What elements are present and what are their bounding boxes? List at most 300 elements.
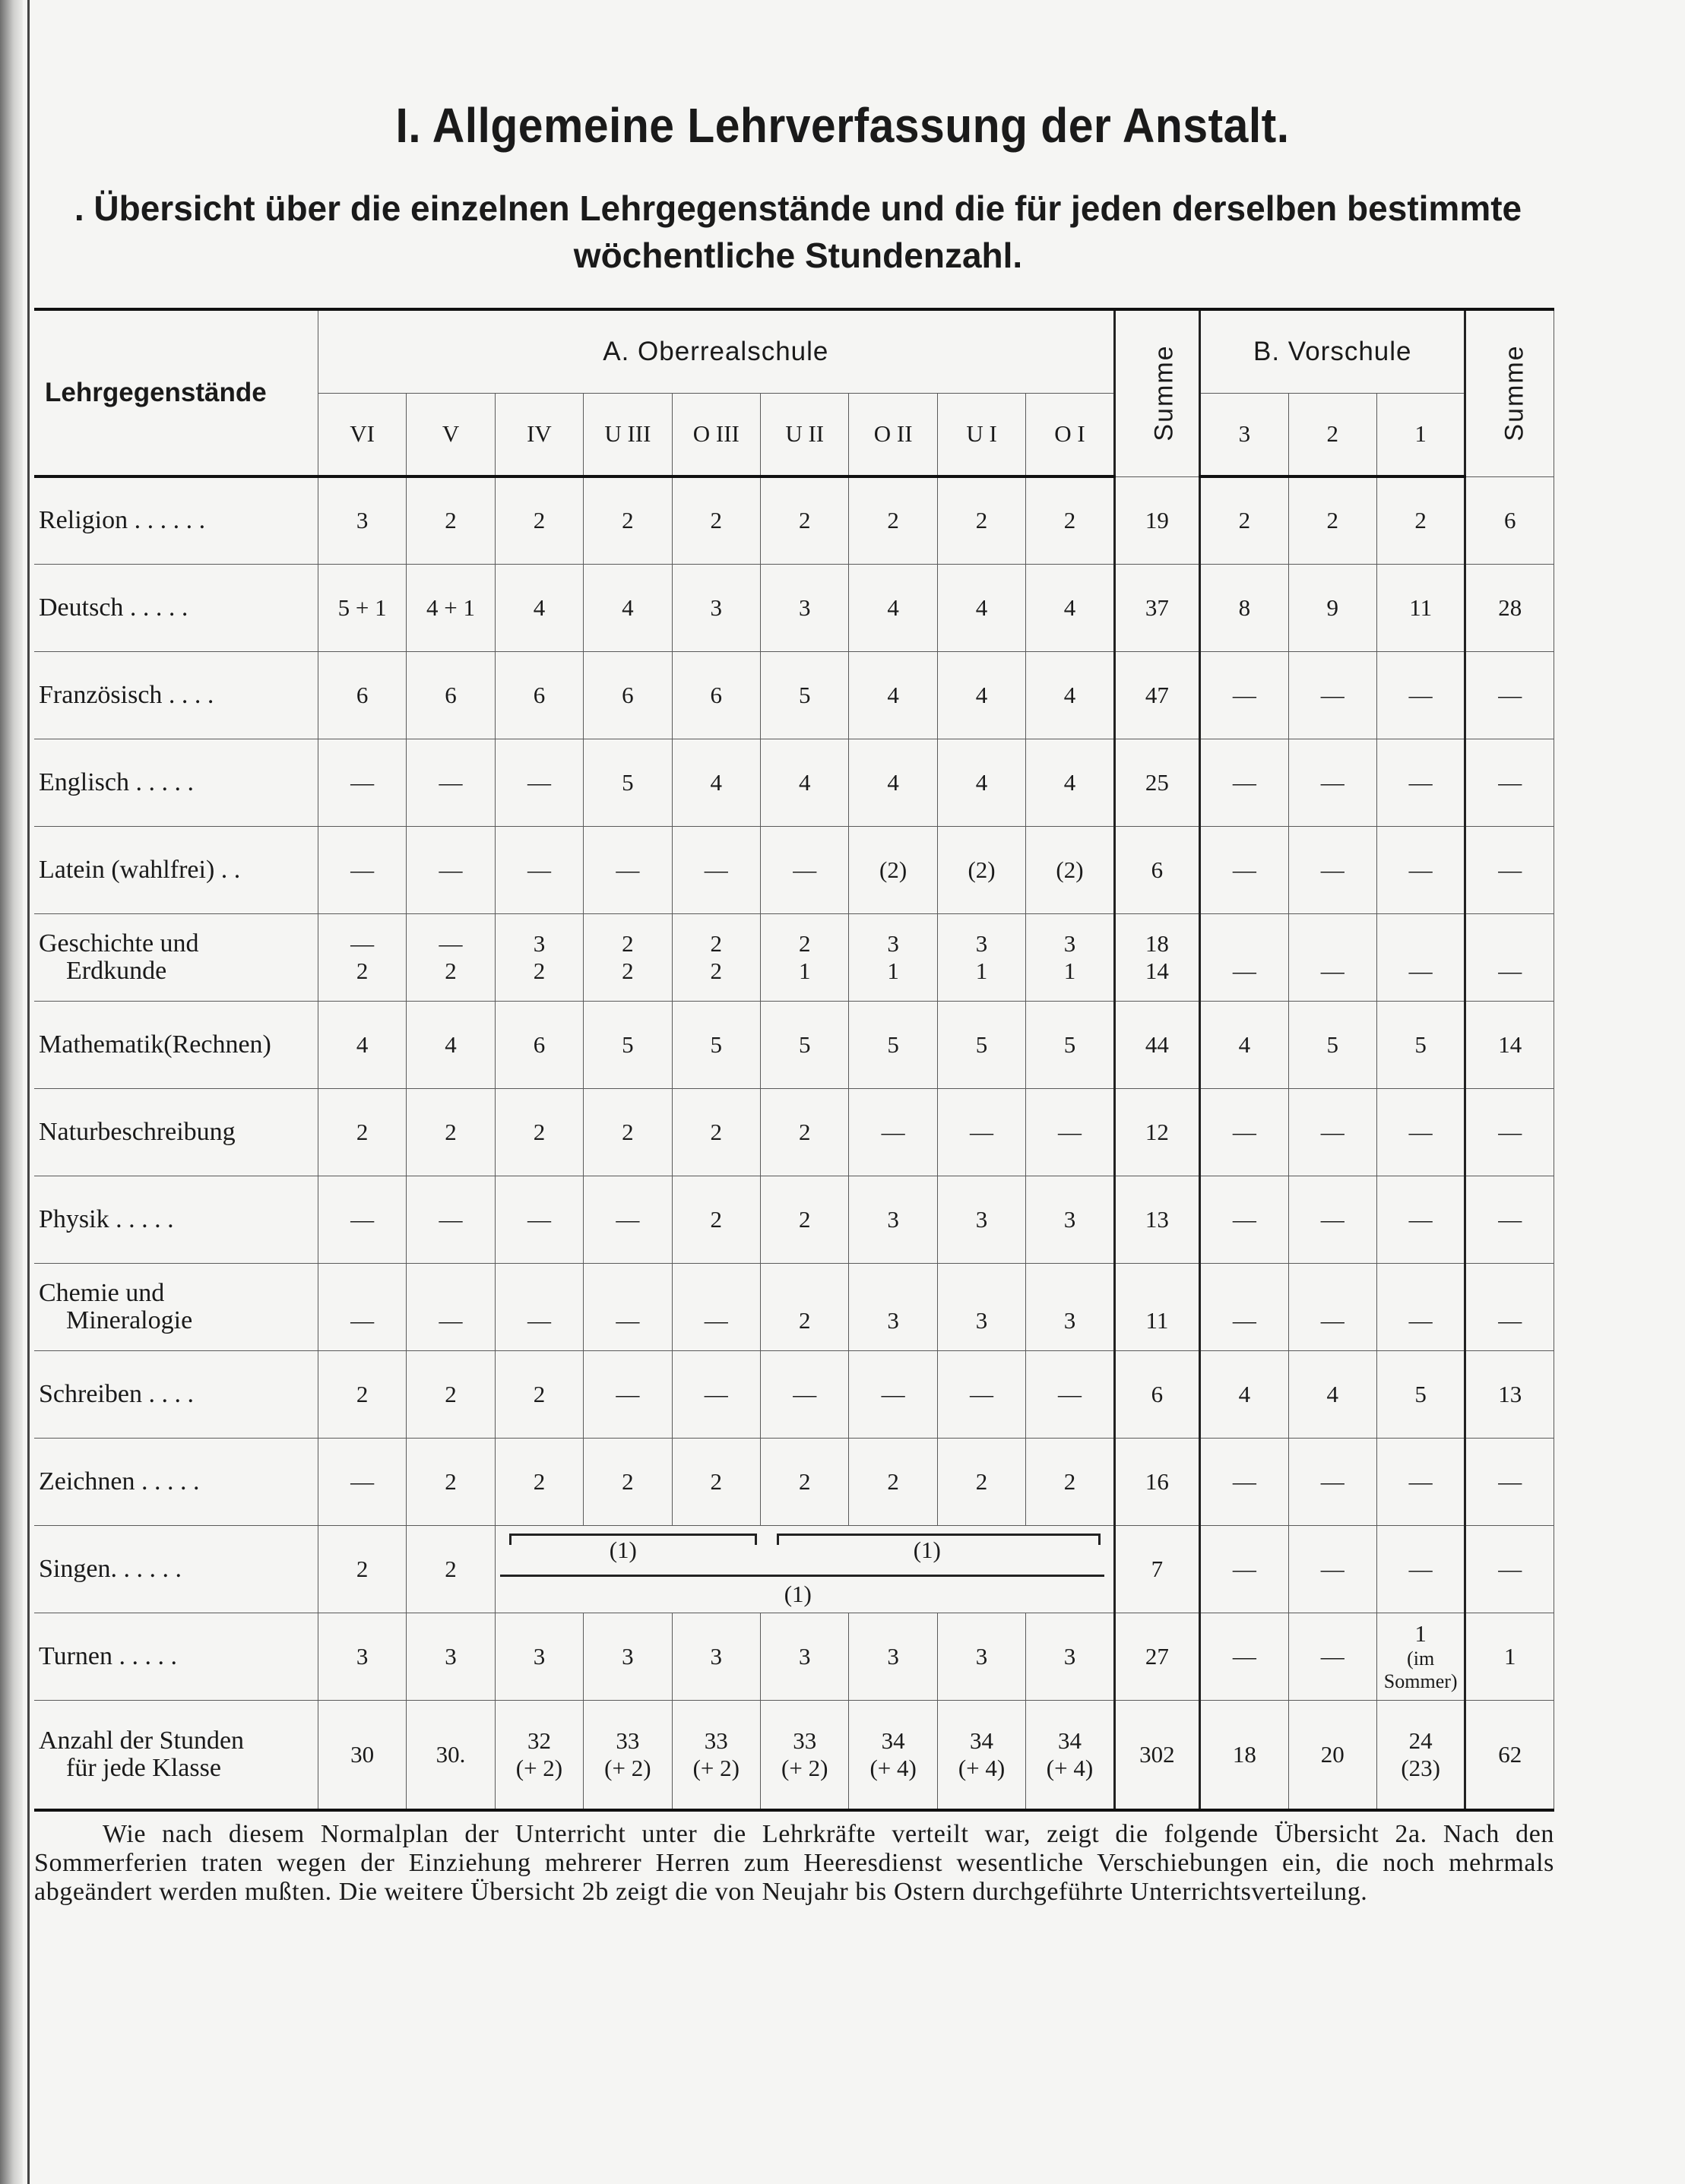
subject-label: Chemie und xyxy=(39,1278,165,1307)
value-cell: 2 xyxy=(584,1438,672,1525)
class-header-0: VI xyxy=(318,393,406,476)
value-line2: 1 xyxy=(975,957,988,984)
vorschule-value-cell: — xyxy=(1376,739,1465,826)
value-cell: 5 xyxy=(937,1001,1025,1088)
vorschule-total-cell: 18 xyxy=(1200,1700,1288,1810)
vorschule-value-cell: — xyxy=(1288,826,1376,913)
value-cell: 3 xyxy=(761,1613,849,1700)
table-row-singen xyxy=(34,1525,1554,1613)
value-cell: 2 xyxy=(318,1525,406,1613)
subject-cell: Schreiben . . . . xyxy=(34,1350,318,1438)
total-cell xyxy=(672,1700,760,1810)
value-cell: 2 xyxy=(761,1438,849,1525)
page-title: I. Allgemeine Lehrverfassung der Anstalt. xyxy=(395,98,1290,153)
total-cell: 30. xyxy=(407,1700,495,1810)
sum-b-cell: — xyxy=(1465,1438,1554,1525)
value-cell: 4 + 1 xyxy=(407,564,495,651)
brace-left-label: (1) xyxy=(609,1536,637,1563)
total-extra: (23) xyxy=(1401,1754,1440,1781)
value-cell: 4 xyxy=(407,1001,495,1088)
sum-a-header: Summe xyxy=(1114,309,1199,476)
value-cell: 4 xyxy=(849,739,937,826)
sum-b-cell: — xyxy=(1465,739,1554,826)
value-cell: 4 xyxy=(937,651,1025,739)
value-cell: — xyxy=(584,1350,672,1438)
value-cell xyxy=(1026,913,1114,1001)
value-cell: 2 xyxy=(584,476,672,564)
value-cell: 6 xyxy=(495,651,583,739)
sum-a-cell: 302 xyxy=(1114,1700,1199,1810)
value-cell: 3 xyxy=(849,1176,937,1263)
subject-cell xyxy=(34,1700,318,1810)
sum-a-cell: 27 xyxy=(1114,1613,1199,1700)
value-cell: (2) xyxy=(937,826,1025,913)
total-cell xyxy=(584,1700,672,1810)
vorschule-value-cell: — xyxy=(1376,1263,1465,1350)
vorschule-value-cell: 2 xyxy=(1288,476,1376,564)
value-line2: 2 xyxy=(533,957,546,984)
vorschule-value-cell: — xyxy=(1376,651,1465,739)
value-cell: — xyxy=(495,1176,583,1263)
value-cell: 2 xyxy=(937,476,1025,564)
value-cell: 3 xyxy=(849,1263,937,1350)
value-cell: 2 xyxy=(318,1088,406,1176)
value-cell: — xyxy=(584,1263,672,1350)
table-row xyxy=(34,564,1554,651)
value-cell: 4 xyxy=(1026,564,1114,651)
vorschule-value-cell: — xyxy=(1200,651,1288,739)
vorschule-value-cell: 2 xyxy=(1376,476,1465,564)
sum-b-cell: 28 xyxy=(1465,564,1554,651)
value-cell: 5 xyxy=(584,739,672,826)
table-row xyxy=(34,1438,1554,1525)
class-header-8: O I xyxy=(1026,393,1114,476)
value-note: (im Sommer) xyxy=(1383,1647,1458,1692)
table-row-totals xyxy=(34,1700,1554,1810)
value-cell: 2 xyxy=(495,1350,583,1438)
vorschule-value-cell: — xyxy=(1288,1263,1376,1350)
vorschule-value-cell: 8 xyxy=(1200,564,1288,651)
sum-b-cell: 62 xyxy=(1465,1700,1554,1810)
value-cell: 4 xyxy=(1026,739,1114,826)
value-cell: — xyxy=(318,739,406,826)
value-cell: — xyxy=(318,1263,406,1350)
vorschule-value-cell: 5 xyxy=(1288,1001,1376,1088)
subject-column-header: Lehrgegenstände xyxy=(34,309,318,476)
vorschule-value-cell: — xyxy=(1288,739,1376,826)
vorschule-value-cell: — xyxy=(1200,1088,1288,1176)
value-line1: 3 xyxy=(533,929,546,957)
vorschule-value-cell: — xyxy=(1376,1438,1465,1525)
value-line2: 1 xyxy=(887,957,899,984)
value-cell: 4 xyxy=(584,564,672,651)
value-cell: 3 xyxy=(1026,1263,1114,1350)
sum-a-cell: 11 xyxy=(1114,1263,1199,1350)
value-cell: — xyxy=(937,1088,1025,1176)
vorschule-value-cell: — xyxy=(1288,1176,1376,1263)
sum-b-cell: — xyxy=(1465,1176,1554,1263)
value-cell: 3 xyxy=(672,564,760,651)
value-cell: 5 xyxy=(849,1001,937,1088)
value-cell: 3 xyxy=(761,564,849,651)
vorschule-value-cell: — xyxy=(1200,826,1288,913)
value-cell: — xyxy=(495,739,583,826)
subject-cell: Turnen . . . . . xyxy=(34,1613,318,1700)
page-edge-shadow xyxy=(0,0,23,2184)
value-cell: 2 xyxy=(495,476,583,564)
table-row xyxy=(34,1088,1554,1176)
value-cell: 4 xyxy=(937,564,1025,651)
subject-cell: Mathematik(Rechnen) xyxy=(34,1001,318,1088)
value-cell: 3 xyxy=(495,1613,583,1700)
value-line2: 1 xyxy=(798,957,811,984)
vorschule-value-cell: — xyxy=(1288,913,1376,1001)
value-line1: 2 xyxy=(710,929,723,957)
total-main: 33 xyxy=(616,1727,640,1754)
vorschule-value-cell: 4 xyxy=(1288,1350,1376,1438)
total-main: 33 xyxy=(704,1727,728,1754)
value-cell: — xyxy=(495,826,583,913)
value-cell: — xyxy=(937,1350,1025,1438)
table-row xyxy=(34,1001,1554,1088)
brace-right-label: (1) xyxy=(913,1536,941,1563)
section-b-header: B. Vorschule xyxy=(1200,309,1465,393)
vorschule-value-cell: — xyxy=(1376,1525,1465,1613)
value-cell: — xyxy=(761,1350,849,1438)
page-edge-line xyxy=(27,0,30,2184)
vorschule-value-cell: 5 xyxy=(1376,1001,1465,1088)
sum-a-cell: 19 xyxy=(1114,476,1199,564)
value-cell: — xyxy=(849,1350,937,1438)
value-cell: 3 xyxy=(1026,1176,1114,1263)
value-cell: 2 xyxy=(407,1525,495,1613)
value-cell: 2 xyxy=(937,1438,1025,1525)
total-cell xyxy=(495,1700,583,1810)
value-cell: — xyxy=(672,1263,760,1350)
value-cell: 2 xyxy=(672,1438,760,1525)
table-row-turnen xyxy=(34,1613,1554,1700)
footer-paragraph: Wie nach diesem Normalplan der Unterricht unter die Lehrkräfte verteilt war, zeigt die folgende Übersicht 2a. Nach den Sommerferien traten wegen der Einziehung mehrerer Herren zum Heeresdienst wesentliche Verschiebungen ein, die noch mehrmals abgeändert werden mußten. Die weitere Übersicht 2b zeigt die von Neujahr bis Ostern durchgeführte Unterrichtsverteilung. xyxy=(34,1820,1554,1906)
sum-a-cell: 7 xyxy=(1114,1525,1199,1613)
value-cell: 4 xyxy=(849,564,937,651)
value-cell: 2 xyxy=(318,1350,406,1438)
value-line1: 2 xyxy=(622,929,634,957)
total-cell: 30 xyxy=(318,1700,406,1810)
value-cell: 3 xyxy=(584,1613,672,1700)
sum-a-cell: 6 xyxy=(1114,826,1199,913)
vorschule-value-cell: — xyxy=(1200,913,1288,1001)
value-cell: — xyxy=(761,826,849,913)
curriculum-table xyxy=(34,308,1554,1812)
vorschule-value-cell: — xyxy=(1288,1525,1376,1613)
table-row xyxy=(34,913,1554,1001)
sum-a-cell: 37 xyxy=(1114,564,1199,651)
value-cell: 5 + 1 xyxy=(318,564,406,651)
value-cell: 5 xyxy=(761,651,849,739)
vorschule-value-cell: — xyxy=(1376,1088,1465,1176)
subject-cell: Latein (wahlfrei) . . xyxy=(34,826,318,913)
value-cell: — xyxy=(318,1176,406,1263)
sum-b-cell: — xyxy=(1465,1263,1554,1350)
value-line2: 2 xyxy=(622,957,634,984)
table-row xyxy=(34,476,1554,564)
value-cell: 5 xyxy=(1026,1001,1114,1088)
sum-b-cell: 14 xyxy=(1465,1001,1554,1088)
value-cell: — xyxy=(407,1263,495,1350)
value-line1: — xyxy=(439,929,463,957)
vorschule-class-header-1: 2 xyxy=(1288,393,1376,476)
value-cell: 3 xyxy=(407,1613,495,1700)
subject-label-line2: für jede Klasse xyxy=(66,1753,221,1782)
class-header-4: O III xyxy=(672,393,760,476)
value-line1: 3 xyxy=(1063,929,1076,957)
class-header-5: U II xyxy=(761,393,849,476)
vorschule-class-header-0: 3 xyxy=(1200,393,1288,476)
value-cell: 2 xyxy=(407,1350,495,1438)
total-main: 34 xyxy=(881,1727,905,1754)
vorschule-value-cell: — xyxy=(1288,1088,1376,1176)
subject-label: Geschichte und xyxy=(39,929,199,957)
value-cell: 2 xyxy=(849,476,937,564)
vorschule-value-cell: 4 xyxy=(1200,1350,1288,1438)
sum-b-cell: — xyxy=(1465,651,1554,739)
value-cell: — xyxy=(584,826,672,913)
value-cell: 4 xyxy=(937,739,1025,826)
value-cell: 2 xyxy=(761,476,849,564)
subject-cell: Zeichnen . . . . . xyxy=(34,1438,318,1525)
table-row xyxy=(34,1350,1554,1438)
value-cell: — xyxy=(407,826,495,913)
value-cell: — xyxy=(1026,1088,1114,1176)
sum-b-cell: 13 xyxy=(1465,1350,1554,1438)
value-cell: — xyxy=(584,1176,672,1263)
subject-label-line2: Mineralogie xyxy=(66,1306,193,1334)
value-cell: — xyxy=(672,1350,760,1438)
value-line1: 2 xyxy=(798,929,811,957)
total-extra: (+ 2) xyxy=(515,1754,563,1781)
value-cell: 5 xyxy=(761,1001,849,1088)
total-cell xyxy=(849,1700,937,1810)
sum-line1: 18 xyxy=(1145,929,1169,957)
value-cell: — xyxy=(318,826,406,913)
sum-b-cell: 6 xyxy=(1465,476,1554,564)
vorschule-value-cell: — xyxy=(1200,1176,1288,1263)
class-header-2: IV xyxy=(495,393,583,476)
value-cell: 2 xyxy=(407,476,495,564)
value-cell: 2 xyxy=(672,476,760,564)
value-cell: 2 xyxy=(495,1088,583,1176)
value-line2: 2 xyxy=(445,957,457,984)
subject-label: Anzahl der Stunden xyxy=(39,1726,245,1755)
value-cell: 2 xyxy=(407,1088,495,1176)
value-line1: 3 xyxy=(975,929,988,957)
total-cell xyxy=(937,1700,1025,1810)
sum-b-cell: — xyxy=(1465,913,1554,1001)
subject-cell: Religion . . . . . . xyxy=(34,476,318,564)
total-cell xyxy=(761,1700,849,1810)
subject-cell xyxy=(34,913,318,1001)
sum-a-cell: 47 xyxy=(1114,651,1199,739)
sum-a-cell: 25 xyxy=(1114,739,1199,826)
value-line1: — xyxy=(350,929,375,957)
value-cell: 4 xyxy=(761,739,849,826)
vorschule-value-cell: — xyxy=(1200,1613,1288,1700)
vorschule-value-cell: — xyxy=(1288,651,1376,739)
value-line2: 2 xyxy=(356,957,369,984)
value-cell: 3 xyxy=(672,1613,760,1700)
class-header-1: V xyxy=(407,393,495,476)
value-cell: — xyxy=(407,739,495,826)
sum-a-cell xyxy=(1114,913,1199,1001)
subject-cell: Englisch . . . . . xyxy=(34,739,318,826)
sum-a-cell: 13 xyxy=(1114,1176,1199,1263)
value-cell: 3 xyxy=(937,1263,1025,1350)
total-extra: (+ 4) xyxy=(1046,1754,1094,1781)
value-cell: — xyxy=(849,1088,937,1176)
value-cell: 5 xyxy=(584,1001,672,1088)
value-cell xyxy=(584,913,672,1001)
vorschule-value-cell-1 xyxy=(1376,1613,1465,1700)
value-cell xyxy=(495,913,583,1001)
total-main: 34 xyxy=(970,1727,994,1754)
table-row xyxy=(34,1263,1554,1350)
total-extra: (+ 2) xyxy=(604,1754,651,1781)
singen-brace-cell xyxy=(495,1525,1114,1613)
value-cell: 6 xyxy=(584,651,672,739)
value-cell: 5 xyxy=(672,1001,760,1088)
value-cell: — xyxy=(495,1263,583,1350)
sum-a-cell: 16 xyxy=(1114,1438,1199,1525)
value-cell: 2 xyxy=(849,1438,937,1525)
value-cell: 2 xyxy=(1026,476,1114,564)
value-cell: 4 xyxy=(495,564,583,651)
subject-cell: Französisch . . . . xyxy=(34,651,318,739)
value-cell xyxy=(318,913,406,1001)
vorschule-value-cell: — xyxy=(1376,1176,1465,1263)
total-main: 34 xyxy=(1057,1727,1082,1754)
subject-cell: Physik . . . . . xyxy=(34,1176,318,1263)
subject-cell: Singen. . . . . . xyxy=(34,1525,318,1613)
vorschule-value-cell: — xyxy=(1200,1438,1288,1525)
value-cell: — xyxy=(407,1176,495,1263)
value-cell: — xyxy=(672,826,760,913)
vorschule-value-cell: 5 xyxy=(1376,1350,1465,1438)
vorschule-value-cell: — xyxy=(1376,826,1465,913)
value-line2: 1 xyxy=(1063,957,1076,984)
value-cell: 3 xyxy=(849,1613,937,1700)
vorschule-value-cell: 11 xyxy=(1376,564,1465,651)
total-main: 33 xyxy=(793,1727,817,1754)
vorschule-value-cell: — xyxy=(1200,1525,1288,1613)
total-cell xyxy=(1026,1700,1114,1810)
total-extra: (+ 2) xyxy=(781,1754,828,1781)
value-cell: (2) xyxy=(849,826,937,913)
vorschule-total-cell: 20 xyxy=(1288,1700,1376,1810)
value-cell: — xyxy=(318,1438,406,1525)
sum-b-cell: — xyxy=(1465,826,1554,913)
value-cell: 3 xyxy=(318,476,406,564)
total-main: 24 xyxy=(1408,1727,1433,1754)
section-a-header: A. Oberrealschule xyxy=(318,309,1114,393)
value-cell: — xyxy=(1026,1350,1114,1438)
vorschule-value-cell: 4 xyxy=(1200,1001,1288,1088)
subject-cell: Naturbeschreibung xyxy=(34,1088,318,1176)
value-cell xyxy=(849,913,937,1001)
value-cell: 4 xyxy=(1026,651,1114,739)
vorschule-value-cell: — xyxy=(1288,1438,1376,1525)
value-cell: (2) xyxy=(1026,826,1114,913)
brace-all-label: (1) xyxy=(784,1580,812,1607)
value-cell: 4 xyxy=(849,651,937,739)
brace-all xyxy=(500,1575,1104,1577)
class-header-6: O II xyxy=(849,393,937,476)
value-cell: 2 xyxy=(672,1176,760,1263)
total-extra: (+ 2) xyxy=(692,1754,740,1781)
sum-b-cell: — xyxy=(1465,1088,1554,1176)
value-cell: 2 xyxy=(407,1438,495,1525)
vorschule-value-cell: — xyxy=(1200,739,1288,826)
value-cell: 2 xyxy=(761,1088,849,1176)
total-extra: (+ 4) xyxy=(869,1754,917,1781)
subject-cell: Deutsch . . . . . xyxy=(34,564,318,651)
vorschule-value-cell: — xyxy=(1288,1613,1376,1700)
subject-cell xyxy=(34,1263,318,1350)
table-row xyxy=(34,826,1554,913)
sum-a-cell: 12 xyxy=(1114,1088,1199,1176)
value-cell: 6 xyxy=(318,651,406,739)
sum-b-cell: 1 xyxy=(1465,1613,1554,1700)
vorschule-value-cell: — xyxy=(1376,913,1465,1001)
value-cell: 2 xyxy=(495,1438,583,1525)
value-cell xyxy=(407,913,495,1001)
class-header-3: U III xyxy=(584,393,672,476)
sum-b-header: Summe xyxy=(1465,309,1554,476)
value-cell: 2 xyxy=(1026,1438,1114,1525)
vorschule-value-cell: — xyxy=(1200,1263,1288,1350)
vorschule-value-cell: 9 xyxy=(1288,564,1376,651)
vorschule-class-header-2: 1 xyxy=(1376,393,1465,476)
sum-b-cell: — xyxy=(1465,1525,1554,1613)
value-line2: 2 xyxy=(710,957,723,984)
value-cell: 3 xyxy=(937,1613,1025,1700)
value-cell: 2 xyxy=(584,1088,672,1176)
value-line1: 3 xyxy=(887,929,899,957)
total-main: 32 xyxy=(527,1727,551,1754)
value-cell: 2 xyxy=(761,1176,849,1263)
class-header-7: U I xyxy=(937,393,1025,476)
table-row xyxy=(34,651,1554,739)
value-line1: 1 xyxy=(1414,1619,1427,1647)
value-cell: 3 xyxy=(1026,1613,1114,1700)
subject-label-line2: Erdkunde xyxy=(66,956,167,985)
value-cell: 6 xyxy=(407,651,495,739)
sum-line2: 14 xyxy=(1145,957,1169,984)
value-cell: 3 xyxy=(318,1613,406,1700)
table-row xyxy=(34,739,1554,826)
value-cell: 3 xyxy=(937,1176,1025,1263)
value-cell xyxy=(937,913,1025,1001)
sum-a-cell: 6 xyxy=(1114,1350,1199,1438)
value-cell: 2 xyxy=(672,1088,760,1176)
value-cell xyxy=(761,913,849,1001)
value-cell xyxy=(672,913,760,1001)
sum-a-cell: 44 xyxy=(1114,1001,1199,1088)
table-row xyxy=(34,1176,1554,1263)
value-cell: 2 xyxy=(761,1263,849,1350)
total-extra: (+ 4) xyxy=(958,1754,1006,1781)
vorschule-total-cell-1 xyxy=(1376,1700,1465,1810)
value-cell: 4 xyxy=(318,1001,406,1088)
